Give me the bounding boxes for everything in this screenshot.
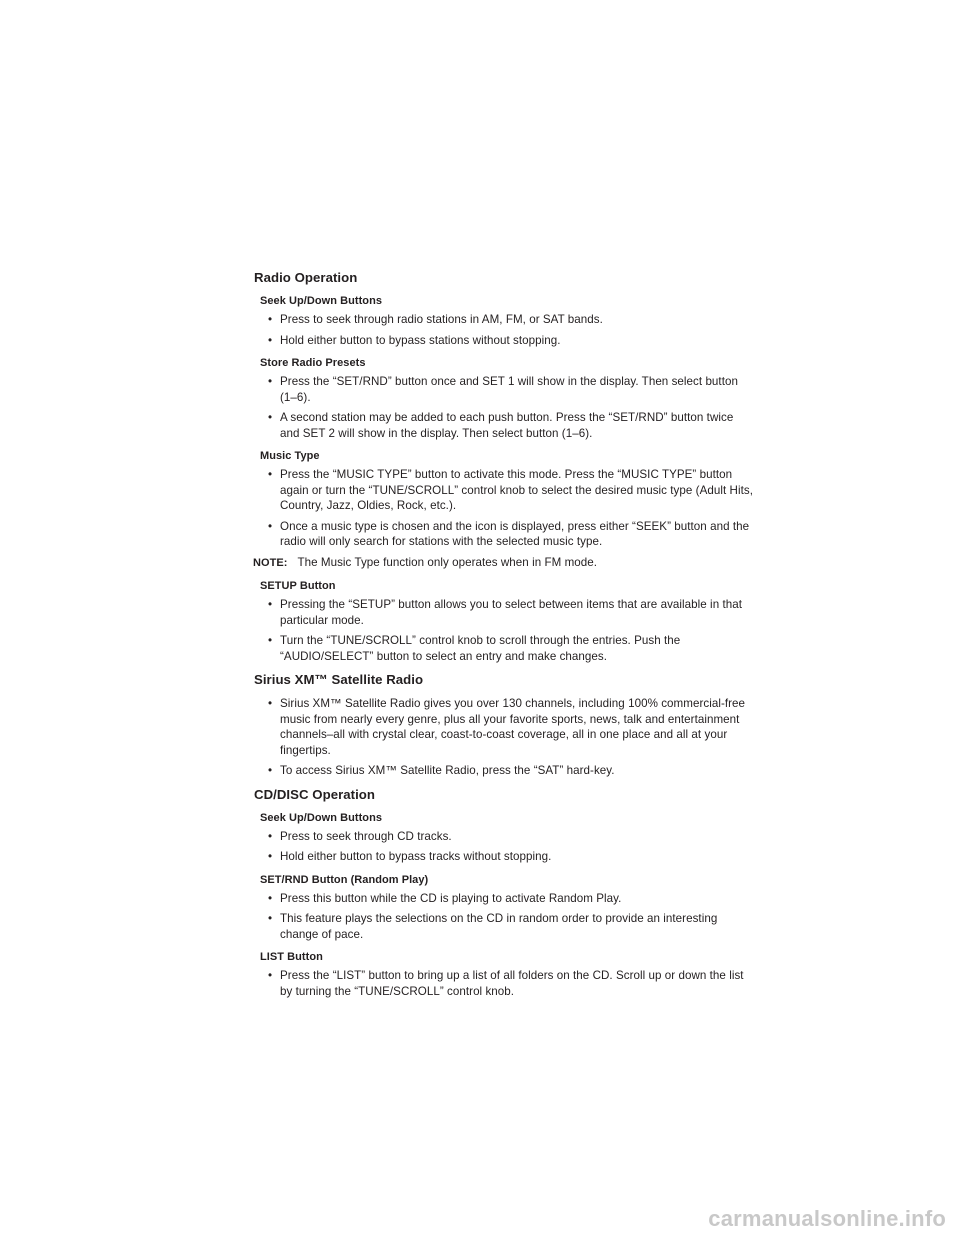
bullet-glyph: •	[268, 912, 273, 925]
list-item	[268, 410, 753, 441]
list-item	[268, 467, 753, 514]
bullet-glyph: •	[268, 411, 273, 424]
subheading-store-presets: Store Radio Presets	[260, 357, 366, 369]
list-item-text: Press to seek through CD tracks.	[280, 829, 452, 843]
list-item-text: Press the “SET/RND” button once and SET 1 will show in the display. Then select button (1–6).	[280, 375, 738, 404]
page-content	[253, 270, 753, 1004]
subheading-list-button: LIST Button	[260, 951, 323, 963]
list-item-text: Turn the “TUNE/SCROLL” control knob to scroll through the entries. Push the “AUDIO/SELECT” button to select an entry and make changes.	[280, 634, 681, 663]
list-item	[268, 763, 753, 779]
bullet-glyph: •	[268, 850, 273, 863]
bullet-glyph: •	[268, 891, 273, 905]
list-item-text: A second station may be added to each push button. Press the “SET/RND” button twice and SET 2 will show in the display. Then select button (1–6).	[280, 411, 734, 440]
bullet-glyph: •	[268, 969, 273, 982]
bullet-glyph: •	[268, 829, 273, 843]
list-item-text: Press the “LIST” button to bring up a list of all folders on the CD. Scroll up or down the list by turning the “TUNE/SCROLL” control knob.	[280, 969, 744, 998]
list-item-text: To access Sirius XM™ Satellite Radio, press the “SAT” hard-key.	[280, 764, 615, 777]
list-item	[268, 633, 753, 664]
bullet-glyph: •	[268, 634, 273, 647]
note-label: NOTE:	[253, 556, 288, 569]
section-title-cd-disc-operation: CD/DISC Operation	[254, 786, 376, 802]
bullet-glyph: •	[268, 375, 273, 388]
bullet-glyph: •	[268, 764, 273, 777]
list-item	[268, 849, 753, 865]
list-item-text: Once a music type is chosen and the icon is displayed, press either “SEEK” button and the radio will only search for stations with the selected music type.	[280, 519, 750, 548]
subheading-music-type: Music Type	[260, 450, 320, 462]
list-item	[268, 968, 753, 999]
list-item	[268, 597, 753, 628]
bullet-glyph: •	[268, 697, 273, 710]
list-item-text: Hold either button to bypass tracks without stopping.	[280, 850, 552, 863]
bullet-glyph: •	[268, 598, 273, 611]
list-item	[268, 829, 753, 845]
list-item-text: This feature plays the selections on the CD in random order to provide an interesting change of pace.	[280, 912, 718, 941]
bullet-glyph: •	[268, 468, 273, 481]
bullet-glyph: •	[268, 519, 273, 533]
list-item-text: Sirius XM™ Satellite Radio gives you over 130 channels, including 100% commercial-free music from nearly every genre, plus all your favorite sports, news, talk and entertainment channels–all with crystal clear, coast-to-coast coverage, all in one place and all at your fingertips.	[280, 697, 746, 757]
section-title-sirius-xm: Sirius XM™ Satellite Radio	[254, 672, 424, 687]
bullet-glyph: •	[268, 313, 273, 326]
note-text: The Music Type function only operates when in FM mode.	[297, 555, 598, 569]
subheading-cd-seek-buttons: Seek Up/Down Buttons	[260, 811, 383, 824]
list-item	[268, 696, 753, 758]
list-item-text: Press to seek through radio stations in AM, FM, or SAT bands.	[280, 313, 603, 326]
list-item	[268, 374, 753, 405]
bullet-glyph: •	[268, 333, 273, 347]
list-item-text: Press the “MUSIC TYPE” button to activate this mode. Press the “MUSIC TYPE” button again or turn the “TUNE/SCROLL” control knob to select the desired music type (Adult Hits, Country, Jazz, Oldies, Rock, etc.).	[280, 468, 753, 512]
list-item-text: Pressing the “SETUP” button allows you to select between items that are available in that particular mode.	[280, 598, 742, 627]
list-item-text: Press this button while the CD is playing to activate Random Play.	[280, 891, 622, 905]
list-item-text: Hold either button to bypass stations without stopping.	[280, 333, 561, 347]
list-item	[268, 891, 753, 907]
section-title-radio-operation: Radio Operation	[254, 270, 358, 285]
list-item	[268, 519, 753, 550]
list-item	[268, 312, 753, 328]
list-item	[268, 911, 753, 942]
subheading-seek-buttons: Seek Up/Down Buttons	[260, 295, 383, 307]
note	[253, 555, 753, 572]
watermark-logo: carmanualsonline.info	[708, 1206, 946, 1231]
subheading-setup-button: SETUP Button	[260, 580, 336, 592]
subheading-set-rnd-button: SET/RND Button (Random Play)	[260, 873, 429, 886]
list-item	[268, 333, 753, 349]
